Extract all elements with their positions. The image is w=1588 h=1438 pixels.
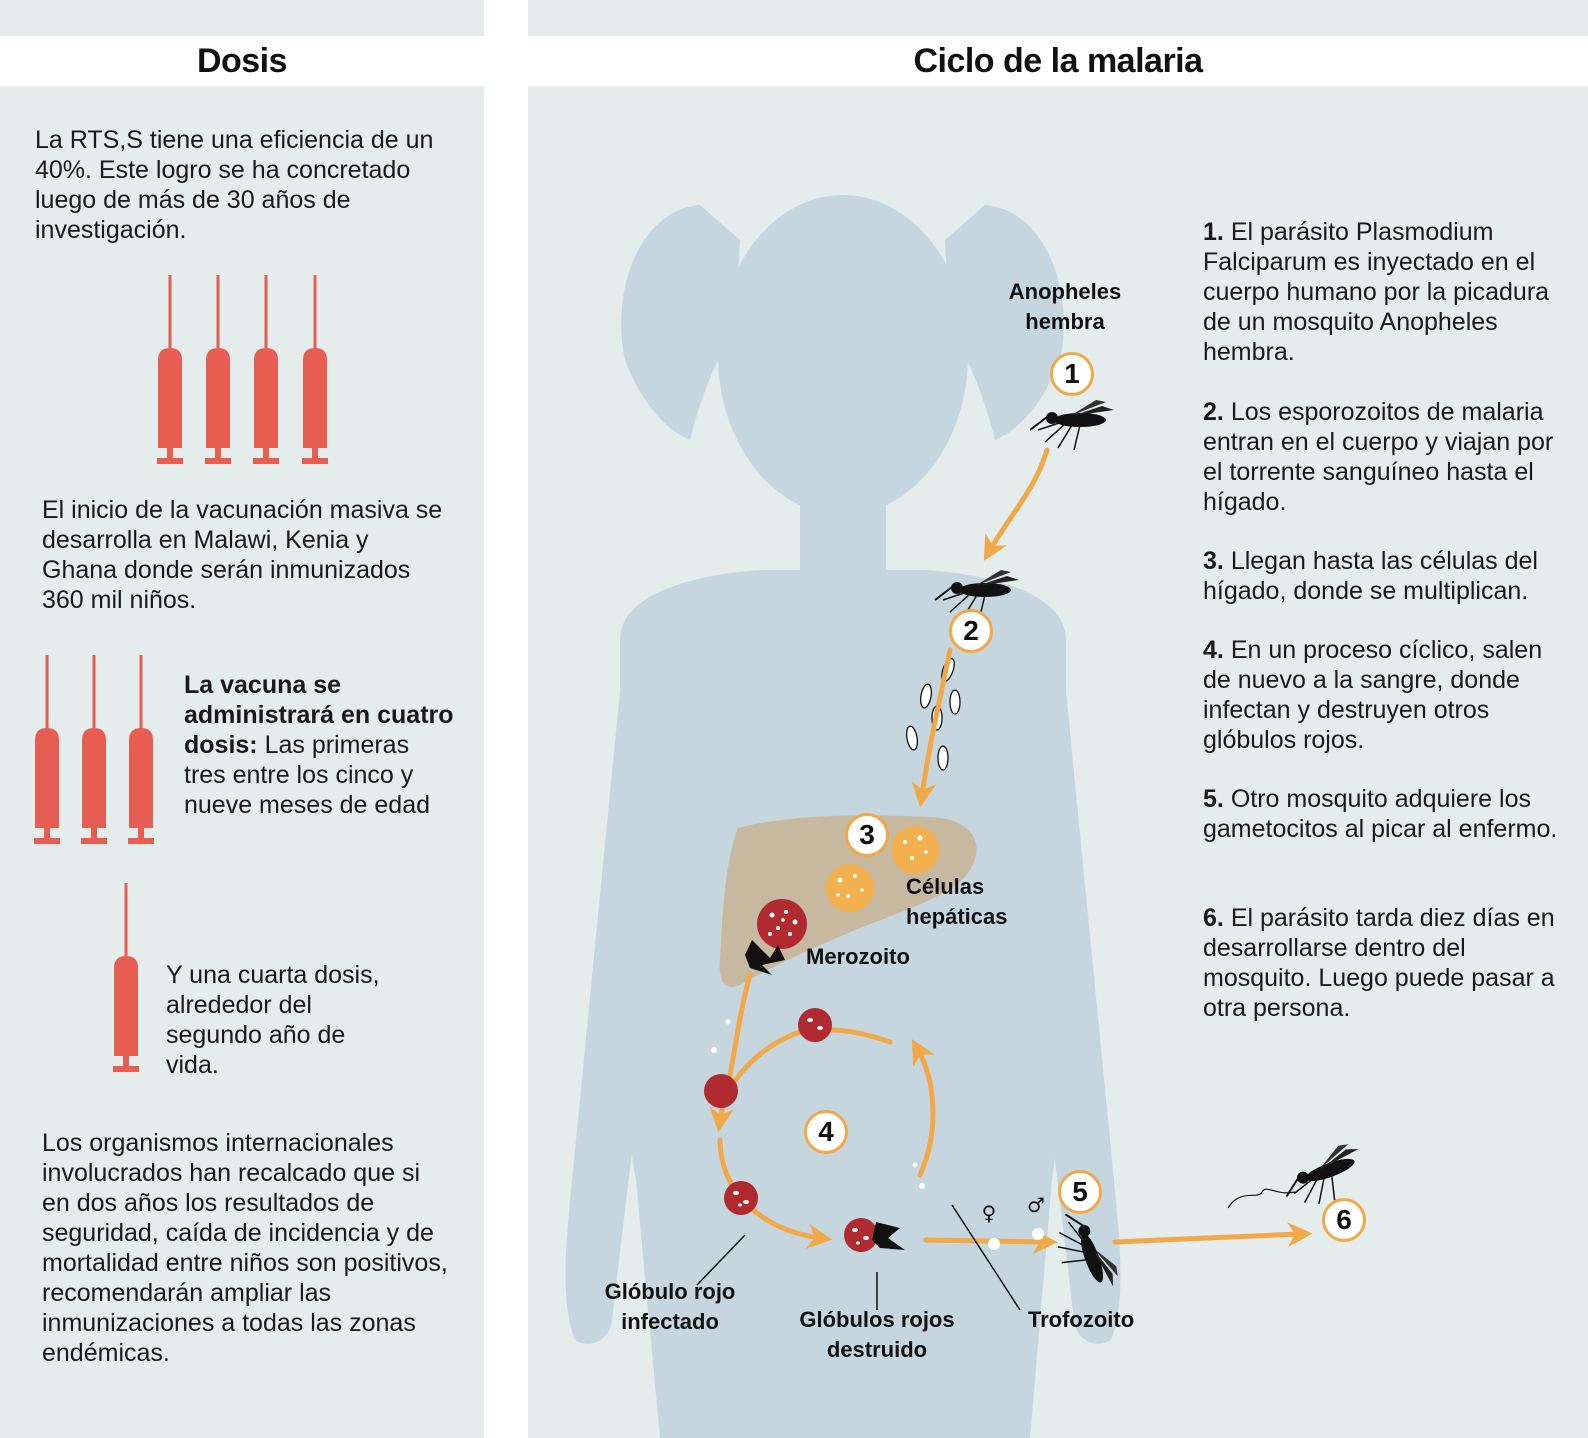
dosis-title: Dosis: [0, 36, 484, 86]
dosis-intro: La RTS,S tiene una eficiencia de un 40%. Este logro se ha concretado luego de más de 30 años de investigación.: [35, 126, 434, 244]
step-number-2: 2: [949, 609, 993, 653]
syringe-icon: [157, 275, 183, 464]
step-3-text: Llegan hasta las células del hígado, donde se multiplican.: [1203, 547, 1538, 605]
step-6: [1203, 903, 1573, 1023]
hepatic-cell: [826, 864, 874, 912]
syringe-icon: [81, 655, 107, 844]
syringe-icon: [34, 655, 60, 844]
step-number-5: 5: [1058, 1170, 1102, 1214]
step-3-num: 3.: [1203, 547, 1224, 575]
syringe-icon: [128, 655, 154, 844]
step-6-text: El parásito tarda diez días en desarrollarse dentro del mosquito. Luego puede pasar a otra persona.: [1203, 904, 1555, 1022]
dosis-doses-bold: La vacuna se administrará en cuatro dosis:: [184, 671, 454, 759]
step-6-num: 6.: [1203, 904, 1224, 932]
step-1-text: El parásito Plasmodium Falciparum es inyectado en el cuerpo humano por la picadura de un mosquito Anopheles hembra.: [1203, 218, 1550, 366]
step-4-text: En un proceso cíclico, salen de nuevo a la sangre, donde infectan y destruyen otros glóbulos rojos.: [1203, 636, 1543, 754]
step-number-1: 1: [1050, 352, 1094, 396]
label-globulo-infectado: Glóbulo rojo infectado: [604, 1279, 736, 1334]
step-number-6: 6: [1322, 1198, 1366, 1242]
destroyed-red-blood-cell: [844, 1218, 878, 1252]
step-4: [1203, 635, 1573, 755]
label-celulas-hepaticas: Células hepáticas: [906, 874, 1008, 929]
infected-red-blood-cell: [724, 1181, 758, 1215]
ciclo-title: Ciclo de la malaria: [528, 36, 1588, 86]
step-5-text: Otro mosquito adquiere los gametocitos al picar al enfermo.: [1203, 785, 1558, 843]
hepatic-cell: [891, 826, 939, 874]
syringe-icon: [205, 275, 231, 464]
step-2-text: Los esporozoitos de malaria entran en el cuerpo y viajan por el torrente sanguíneo hasta el hígado.: [1203, 398, 1554, 516]
step-3: [1203, 546, 1573, 606]
step-4-num: 4.: [1203, 636, 1224, 664]
merozoite-cell: [757, 899, 807, 949]
step-1: [1203, 217, 1573, 367]
step-2: [1203, 397, 1573, 517]
dosis-organisms: Los organismos internacionales involucrados han recalcado que si en dos años los resultados de seguridad, caída de incidencia y de mortalidad entre niños son positivos, recomendarán ampliar las inmunizaciones a todas las zonas endémicas.: [42, 1129, 448, 1367]
label-globulos-destruido: Glóbulos rojos destruido: [799, 1307, 955, 1362]
dosis-doses-note: [184, 670, 454, 820]
mosquito-trail: [1228, 1189, 1295, 1208]
male-symbol: ♂: [1027, 1193, 1045, 1217]
syringe-icon: [253, 275, 279, 464]
syringe-icon: [113, 883, 139, 1072]
mosquito-icon: [1030, 400, 1114, 450]
red-blood-cell: [798, 1008, 832, 1042]
label-merozoito: Merozoito: [806, 944, 910, 969]
step-number-3: 3: [845, 813, 889, 857]
red-blood-cell: [704, 1074, 738, 1108]
step-number-4: 4: [804, 1110, 848, 1154]
female-symbol: ♀: [981, 1201, 997, 1225]
dosis-mass-vaccination: El inicio de la vacunación masiva se desarrolla en Malawi, Kenia y Ghana donde serán inmunizados 360 mil niños.: [42, 496, 443, 614]
syringe-icon: [302, 275, 328, 464]
dosis-doses-text: Las primeras tres entre los cinco y nueve meses de edad: [184, 731, 431, 819]
step-5-num: 5.: [1203, 785, 1224, 813]
step-2-num: 2.: [1203, 398, 1224, 426]
dosis-fourth-dose: Y una cuarta dosis, alrededor del segundo año de vida.: [166, 961, 380, 1079]
label-trofozoito: Trofozoito: [1027, 1307, 1135, 1332]
step-5: [1203, 784, 1573, 844]
step-1-num: 1.: [1203, 218, 1224, 246]
label-anopheles: Anopheles hembra: [1008, 279, 1122, 334]
